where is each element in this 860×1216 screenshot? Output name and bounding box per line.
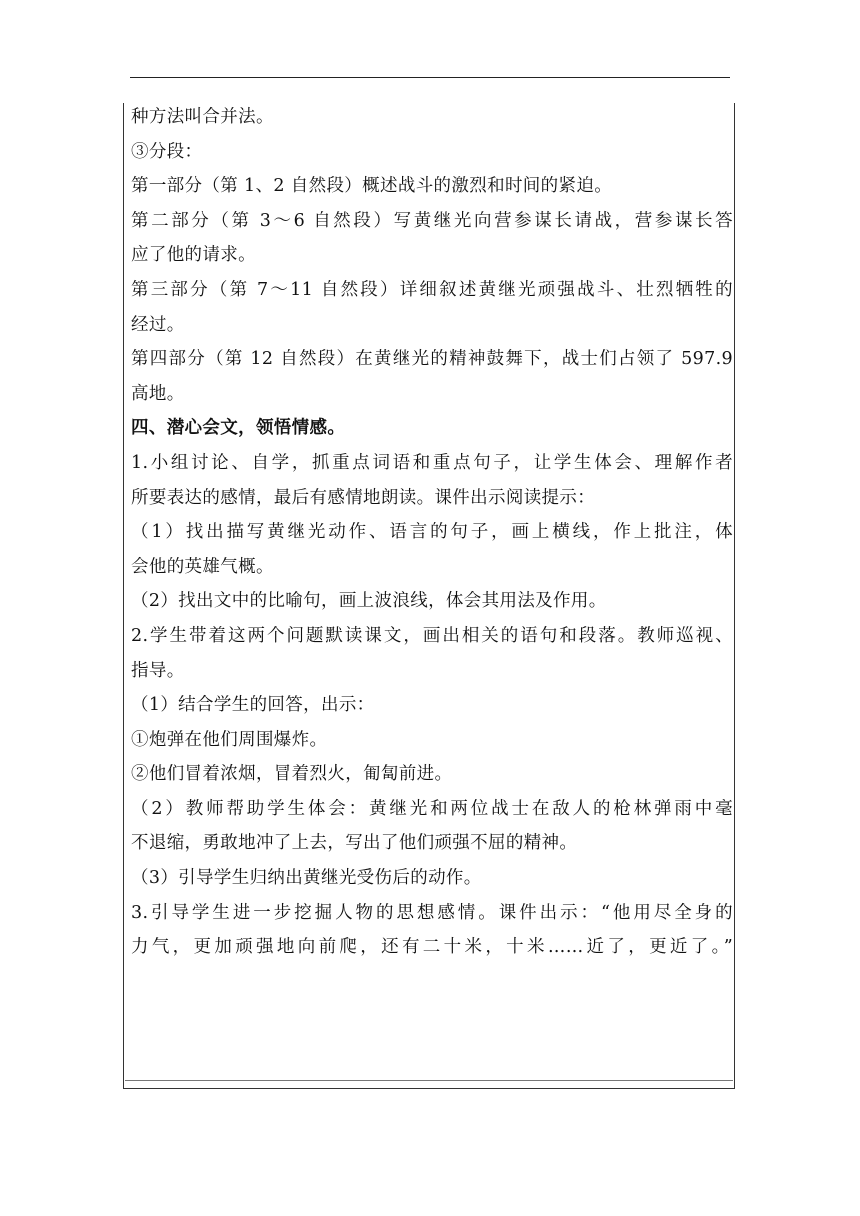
text-line: 高地。 [131,383,185,404]
text-line: （2）教师帮助学生体会：黄继光和两位战士在敌人的枪林弹雨中毫 [131,798,733,819]
text-line: 第一部分（第 1、2 自然段）概述战斗的激烈和时间的紧迫。 [131,176,613,197]
text-line: ③分段： [131,141,203,162]
text-line: 所要表达的感情，最后有感情地朗读。课件出示阅读提示： [131,487,596,508]
text-line: （3）引导学生归纳出黄继光受伤后的动作。 [131,868,482,889]
text-line: 2.学生带着这两个问题默读课文，画出相关的语句和段落。教师巡视、 [131,625,733,646]
section-heading: 四、潜心会文，领悟情感。 [131,418,346,439]
text-line: 应了他的请求。 [131,245,256,266]
text-line: 第三部分（第 7～11 自然段）详细叙述黄继光顽强战斗、壮烈牺牲的 [131,279,733,300]
text-line: （2）找出文中的比喻句，画上波浪线，体会其用法及作用。 [131,591,607,612]
table-bottom-rule [125,1080,733,1081]
text-line: ①炮弹在他们周围爆炸。 [131,729,328,750]
text-line: 经过。 [131,314,185,335]
text-line: 1.小组讨论、自学，抓重点词语和重点句子，让学生体会、理解作者 [131,452,733,473]
text-line: 3.引导学生进一步挖掘人物的思想感情。课件出示：“他用尽全身的 [131,902,733,923]
text-line: 第二部分（第 3～6 自然段）写黄继光向营参谋长请战，营参谋长答 [131,210,733,231]
text-line: 力气，更加顽强地向前爬，还有二十米，十米……近了，更近了。” [131,937,733,958]
text-line: 种方法叫合并法。 [131,107,274,127]
text-line: 指导。 [131,660,185,681]
text-line: （1）找出描写黄继光动作、语言的句子，画上横线，作上批注，体 [131,522,733,543]
text-line: ②他们冒着浓烟，冒着烈火，匍匐前进。 [131,764,453,785]
page-header-rule [130,77,730,78]
text-line: 第四部分（第 12 自然段）在黄继光的精神鼓舞下，战士们占领了 597.9 [131,349,733,370]
text-line: 不退缩，勇敢地冲了上去，写出了他们顽强不屈的精神。 [131,833,578,854]
text-line: 会他的英雄气概。 [131,556,274,577]
text-line: （1）结合学生的回答，出示： [131,695,375,716]
lesson-plan-text [131,100,733,965]
